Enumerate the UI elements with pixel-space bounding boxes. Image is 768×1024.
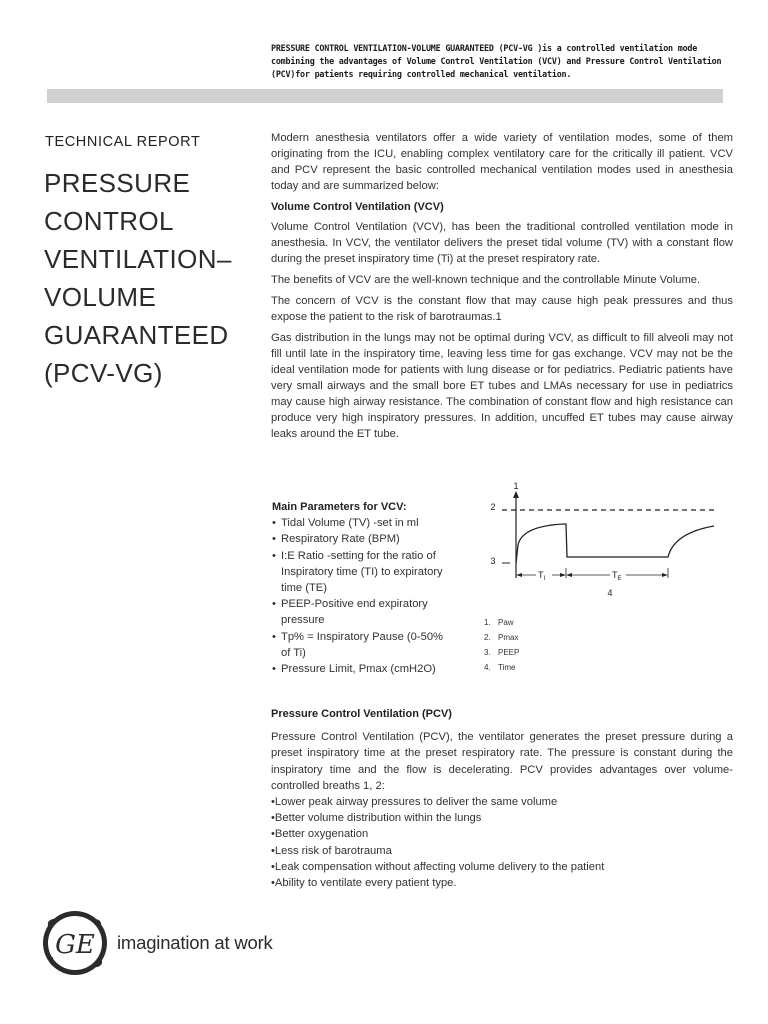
list-item: • Pressure Limit, Pmax (cmH2O) xyxy=(272,661,452,677)
legend-number: 3. xyxy=(484,648,491,657)
list-item: • I:E Ratio -setting for the ratio of Inspiratory time (TI) to expiratory time (TE) xyxy=(272,548,452,597)
legend-number: 2. xyxy=(484,633,491,642)
title-line: VENTILATION– xyxy=(44,244,232,274)
legend-item xyxy=(484,645,519,660)
list-item: • Ability to ventilate every patient type. xyxy=(271,875,733,891)
title-line: (PCV-VG) xyxy=(44,358,163,388)
vcv-paragraph: The concern of VCV is the constant flow that may cause high peak pressures and thus expose the patient to the risk of barotraumas.1 xyxy=(271,295,733,323)
callout-4: 4 xyxy=(607,588,613,598)
legend-label: Pmax xyxy=(498,633,519,642)
title-line: GUARANTEED xyxy=(44,320,229,350)
list-item: • Lower peak airway pressures to deliver the same volume xyxy=(271,794,733,810)
title-line: CONTROL xyxy=(44,206,174,236)
pcv-advantages-list xyxy=(271,794,733,891)
intro-summary: PRESSURE CONTROL VENTILATION-VOLUME GUARANTEED (PCV-VG )is a controlled ventilation mode combining the advantages of Volume Control Ventilation (VCV) and Pressure Control Ventilation (PCV)for patients requiring controlled mechanical ventilation. xyxy=(271,43,722,80)
ti-arrow-right xyxy=(560,573,566,577)
list-item: • Better oxygenation xyxy=(271,826,733,842)
header-band xyxy=(47,89,723,103)
intro-paragraph: Modern anesthesia ventilators offer a wide variety of ventilation modes, some of them originating from the ICU, enabling complex ventilatory care for the critically ill patient. VCV and PCV represent the basic controlled mechanical ventilation modes used in anesthesia today and are summarized below: xyxy=(271,132,733,192)
diagram-legend xyxy=(484,615,519,675)
pcv-section xyxy=(271,706,733,891)
legend-item xyxy=(484,615,519,630)
legend-item xyxy=(484,660,519,675)
vcv-paragraph: The benefits of VCV are the well-known technique and the controllable Minute Volume. xyxy=(271,274,701,286)
te-arrow-right xyxy=(662,573,668,577)
callout-3: 3 xyxy=(490,556,496,566)
main-column xyxy=(271,130,733,447)
list-item: • Better volume distribution within the lungs xyxy=(271,810,733,826)
params-heading: Main Parameters for VCV: xyxy=(272,501,407,513)
title-line: VOLUME xyxy=(44,282,157,312)
vcv-paragraph: Gas distribution in the lungs may not be optimal during VCV, as difficult to fill alveoli may not fill until late in the inspiratory time, leaving less time for gas exchange. VCV may not be the ideal ventilation mode for patients with lung disease or for pediatrics. Pediatric patients have very small airways and the small bore ET tubes and LMAs necessary for use in pediatrics may cause high airway resistance. The combination of constant flow and high resistance can produce very high inspiratory pressures. In addition, uncuffed ET tubes may cause airway leaks around the ET tube. xyxy=(271,332,733,440)
ti-arrow-left xyxy=(516,573,522,577)
pcv-heading: Pressure Control Ventilation (PCV) xyxy=(271,708,452,720)
logo-lettering: GE xyxy=(55,930,95,960)
page-title xyxy=(44,164,259,392)
list-item: • Leak compensation without affecting volume delivery to the patient xyxy=(271,859,733,875)
pressure-time-diagram xyxy=(478,478,728,603)
vcv-paragraph: Volume Control Ventilation (VCV), has been the traditional controlled ventilation mode in anesthesia. In VCV, the ventilator delivers the preset tidal volume (TV) with a constant flow during the preset inspiratory time (Ti) at the preset respiratory rate. xyxy=(271,221,733,265)
vcv-parameters xyxy=(272,499,452,677)
legend-label: Paw xyxy=(498,618,514,627)
legend-label: Time xyxy=(498,663,516,672)
list-item: • Tp% = Inspiratory Pause (0-50% of Ti) xyxy=(272,629,452,661)
ge-logo-icon xyxy=(42,910,108,976)
callout-2: 2 xyxy=(490,502,496,512)
legend-number: 1. xyxy=(484,618,491,627)
callout-1: 1 xyxy=(513,481,519,491)
pcv-paragraph: Pressure Control Ventilation (PCV), the ventilator generates the preset pressure during a preset inspiratory time at the preset respiratory rate. The pressure is constant during the inspiratory time and the flow is decelerating. PCV provides advantages over volume-controlled breaths 1, 2: xyxy=(271,731,733,792)
params-list xyxy=(272,515,452,677)
list-item: • Less risk of barotrauma xyxy=(271,843,733,859)
ti-label: $T_I$ xyxy=(538,570,546,582)
legend-item xyxy=(484,630,519,645)
title-line: PRESSURE xyxy=(44,168,191,198)
legend-number: 4. xyxy=(484,663,491,672)
y-axis-arrow xyxy=(513,491,519,498)
legend-label: PEEP xyxy=(498,648,520,657)
list-item: • Respiratory Rate (BPM) xyxy=(272,531,452,547)
te-arrow-left xyxy=(566,573,572,577)
te-label: $T_E$ xyxy=(612,570,622,582)
vcv-heading: Volume Control Ventilation (VCV) xyxy=(271,201,444,213)
report-label: TECHNICAL REPORT xyxy=(45,134,201,150)
tagline: imagination at work xyxy=(117,932,273,953)
list-item: • PEEP-Positive end expiratory pressure xyxy=(272,596,452,628)
paw-curve xyxy=(516,524,714,563)
list-item: • Tidal Volume (TV) -set in ml xyxy=(272,515,452,531)
